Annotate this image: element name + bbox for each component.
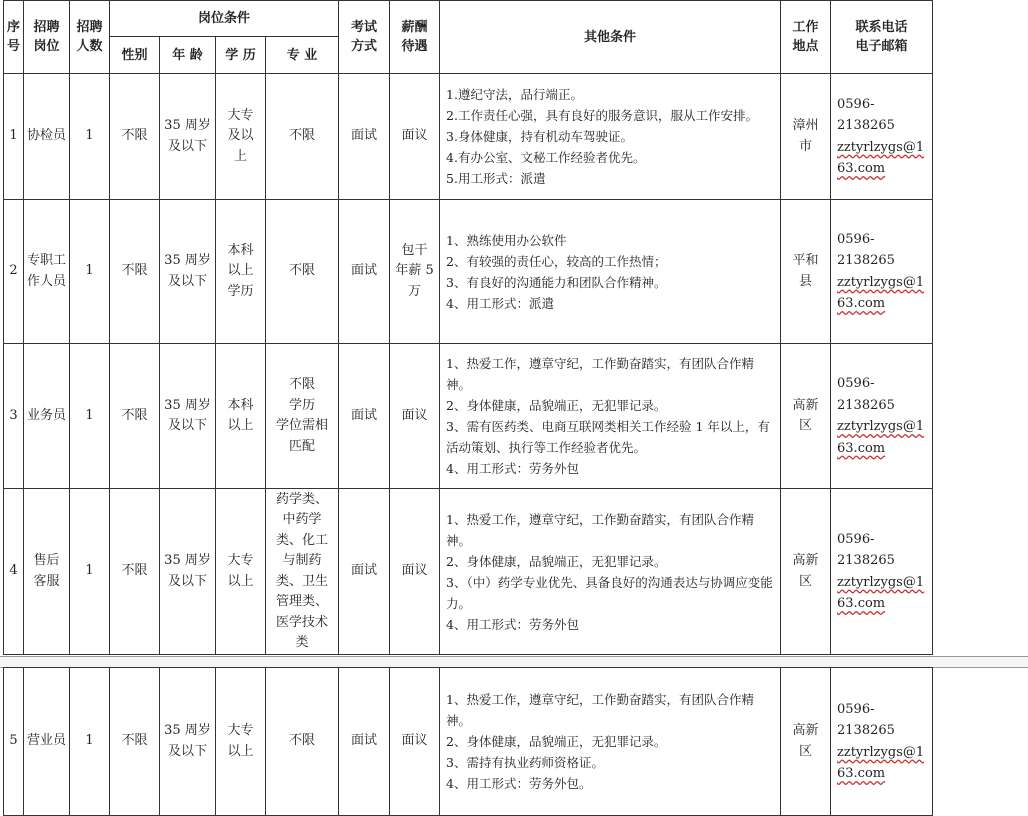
- cell-age: 35 周岁 及以下: [160, 668, 216, 816]
- cell-other: 1、热爱工作，遵章守纪，工作勤奋踏实，有团队合作精神。 2、身体健康，品貌端正，无犯罪记录。 3、需有医药类、电商互联网类相关工作经验 1 年以上，有活动策划、执行等工作经验者优先。 4、用工形式：劳务外包: [440, 344, 781, 489]
- cell-other: 1、热爱工作，遵章守纪，工作勤奋踏实，有团队合作精神。 2、身体健康，品貌端正，无犯罪记录。 3、（中）药学专业优先、具备良好的沟通表达与协调应变能力。 4、用工形式：劳务外包: [440, 489, 781, 655]
- cell-contact: [831, 200, 933, 344]
- cell-count: 1: [70, 489, 110, 655]
- cell-count: 1: [70, 74, 110, 200]
- contact-email[interactable]: zztyrlzygs@163.com: [837, 274, 925, 311]
- cell-contact: [831, 489, 933, 655]
- cell-age: 35 周岁 及以下: [160, 200, 216, 344]
- cell-post: 协检员: [24, 74, 70, 200]
- contact-email[interactable]: zztyrlzygs@163.com: [837, 574, 925, 611]
- header-requirements: 岗位条件: [110, 1, 339, 37]
- cell-gender: 不限: [110, 74, 160, 200]
- header-salary: 薪酬 待遇: [390, 1, 440, 74]
- contact-phone: 0596-2138265: [837, 701, 895, 738]
- cell-seq: 3: [4, 344, 24, 489]
- cell-age: 35 周岁 及以下: [160, 344, 216, 489]
- cell-major: 不限 学历 学位需相 匹配: [266, 344, 339, 489]
- cell-other: 1、热爱工作，遵章守纪，工作勤奋踏实，有团队合作精神。 2、身体健康，品貌端正，无犯罪记录。 3、需持有执业药师资格证。 4、用工形式：劳务外包。: [440, 668, 781, 816]
- cell-seq: 4: [4, 489, 24, 655]
- cell-major: 不限: [266, 200, 339, 344]
- cell-location: 高新 区: [781, 489, 831, 655]
- cell-count: 1: [70, 344, 110, 489]
- cell-post: 营业员: [24, 668, 70, 816]
- cell-contact: [831, 344, 933, 489]
- table-row: [4, 668, 933, 816]
- cell-seq: 1: [4, 74, 24, 200]
- cell-exam: 面试: [339, 489, 390, 655]
- cell-other: 1、熟练使用办公软件 2、有较强的责任心，较高的工作热情； 3、有良好的沟通能力和团队合作精神。 4、用工形式：派遣: [440, 200, 781, 344]
- contact-email[interactable]: zztyrlzygs@163.com: [837, 744, 925, 781]
- contact-phone: 0596-2138265: [837, 376, 895, 413]
- table-row: [4, 200, 933, 344]
- contact-phone: 0596-2138265: [837, 531, 895, 568]
- table-row: [4, 489, 933, 655]
- cell-exam: 面试: [339, 200, 390, 344]
- cell-education: 本科 以上: [216, 344, 266, 489]
- header-education: 学 历: [216, 37, 266, 74]
- table-row: [4, 74, 933, 200]
- recruitment-table-continued: [3, 667, 933, 816]
- contact-phone: 0596-2138265: [837, 231, 895, 268]
- cell-education: 大专 以上: [216, 668, 266, 816]
- cell-education: 本科 以上 学历: [216, 200, 266, 344]
- cell-post: 售后 客服: [24, 489, 70, 655]
- table-row: [4, 344, 933, 489]
- header-exam: 考试 方式: [339, 1, 390, 74]
- cell-gender: 不限: [110, 200, 160, 344]
- contact-email[interactable]: zztyrlzygs@163.com: [837, 139, 925, 176]
- cell-salary: 包干 年薪 5 万: [390, 200, 440, 344]
- cell-exam: 面试: [339, 344, 390, 489]
- header-post: 招聘 岗位: [24, 1, 70, 74]
- contact-email[interactable]: zztyrlzygs@163.com: [837, 419, 925, 456]
- cell-salary: 面议: [390, 74, 440, 200]
- header-location: 工作 地点: [781, 1, 831, 74]
- cell-exam: 面试: [339, 74, 390, 200]
- header-age: 年 龄: [160, 37, 216, 74]
- cell-exam: 面试: [339, 668, 390, 816]
- cell-gender: 不限: [110, 668, 160, 816]
- recruitment-table: [3, 0, 933, 655]
- header-gender: 性别: [110, 37, 160, 74]
- cell-education: 大专 及以 上: [216, 74, 266, 200]
- cell-major: 不限: [266, 74, 339, 200]
- cell-location: 平和 县: [781, 200, 831, 344]
- cell-gender: 不限: [110, 344, 160, 489]
- header-major: 专 业: [266, 37, 339, 74]
- cell-contact: [831, 668, 933, 816]
- cell-post: 专职工 作人员: [24, 200, 70, 344]
- cell-post: 业务员: [24, 344, 70, 489]
- cell-salary: 面议: [390, 344, 440, 489]
- cell-other: 1.遵纪守法，品行端正。 2.工作责任心强，具有良好的服务意识，服从工作安排。 3.身体健康，持有机动车驾驶证。 4.有办公室、文秘工作经验者优先。 5.用工形式：派遣: [440, 74, 781, 200]
- contact-phone: 0596-2138265: [837, 96, 895, 133]
- header-contact: 联系电话 电子邮箱: [831, 1, 933, 74]
- header-count: 招聘 人数: [70, 1, 110, 74]
- cell-location: 高新 区: [781, 344, 831, 489]
- cell-salary: 面议: [390, 668, 440, 816]
- header-other: 其他条件: [440, 1, 781, 74]
- cell-location: 漳州 市: [781, 74, 831, 200]
- cell-age: 35 周岁 及以下: [160, 74, 216, 200]
- cell-education: 大专 以上: [216, 489, 266, 655]
- cell-contact: [831, 74, 933, 200]
- cell-location: 高新 区: [781, 668, 831, 816]
- cell-major: 不限: [266, 668, 339, 816]
- cell-major: 药学类、 中药学 类、化工 与制药 类、卫生 管理类、 医学技术 类: [266, 489, 339, 655]
- cell-salary: 面议: [390, 489, 440, 655]
- cell-seq: 2: [4, 200, 24, 344]
- cell-age: 35 周岁 及以下: [160, 489, 216, 655]
- cell-count: 1: [70, 668, 110, 816]
- cell-count: 1: [70, 200, 110, 344]
- cell-seq: 5: [4, 668, 24, 816]
- cell-gender: 不限: [110, 489, 160, 655]
- header-seq: 序 号: [4, 1, 24, 74]
